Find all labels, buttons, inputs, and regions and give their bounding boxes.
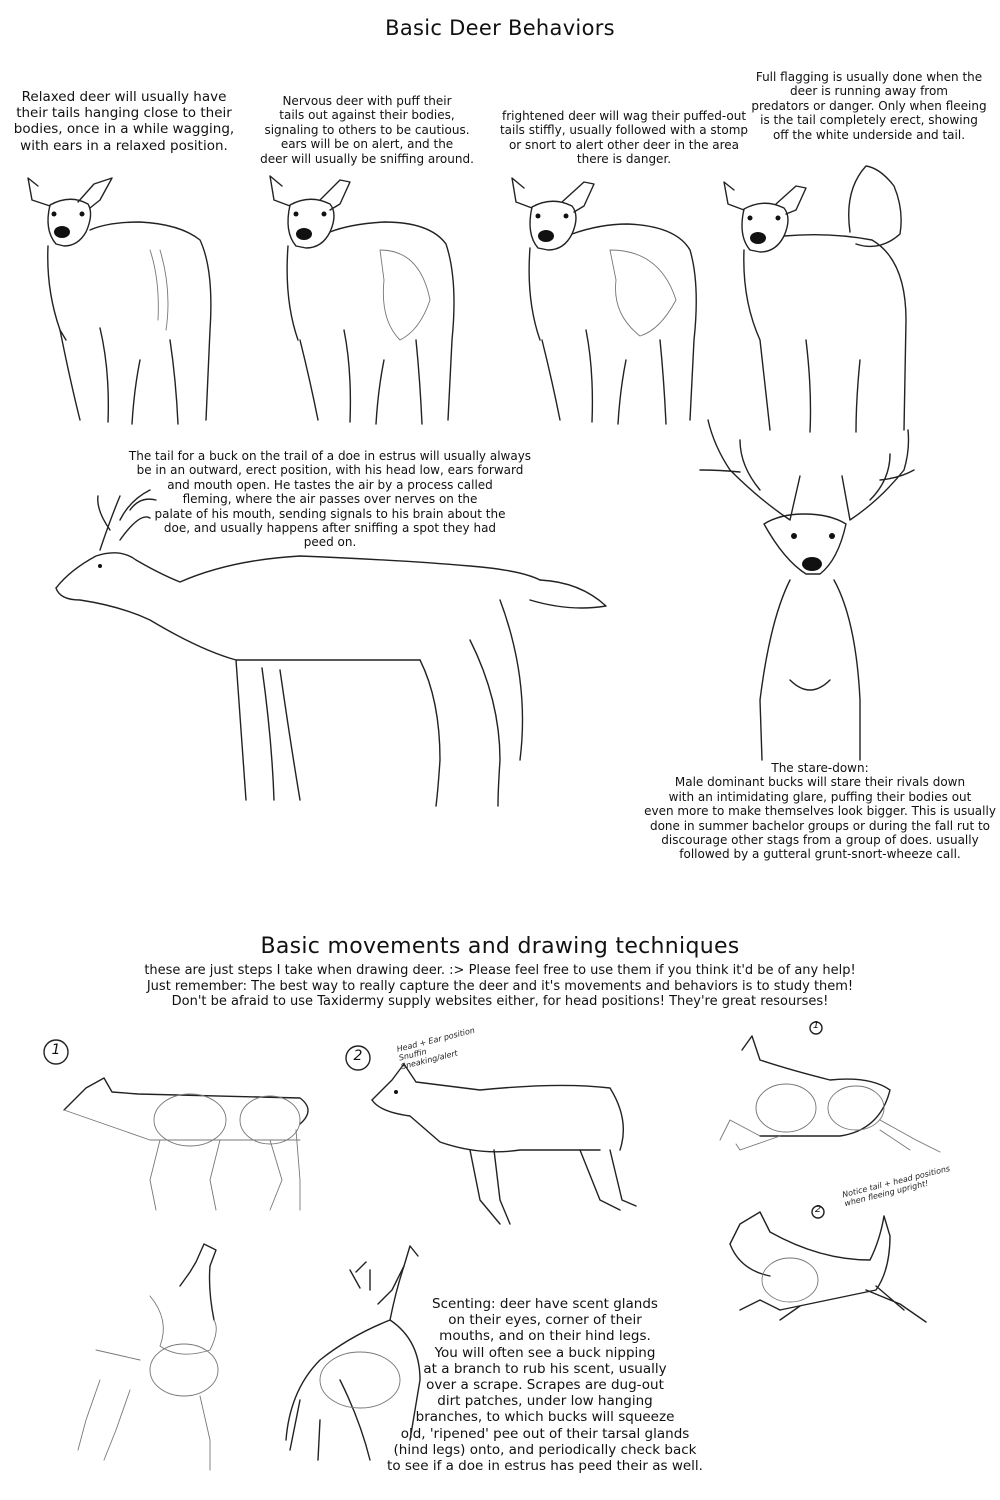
caption-relaxed: Relaxed deer will usually have their tails hanging close to their bodies, once in a while wagging, with ears in a relaxed position.: [13, 89, 235, 154]
caption-nervous: Nervous deer with puff their tails out against their bodies, signaling to others to be cautious. ears will be on alert, and the deer will usually be sniffing around.: [260, 94, 474, 166]
deer-nervous-sketch: [270, 176, 454, 424]
flee-tail-note: Notice tail + head positions when fleeing upright!: [841, 1163, 951, 1208]
deer-walk-step2-sketch: [346, 1046, 636, 1224]
step-2-run-label: 2: [814, 1204, 822, 1215]
caption-scenting: Scenting: deer have scent glands on their eyes, corner of their mouths, and on their hind legs. You will often see a buck nipping at a branch to rub his scent, usually over a scrape. Scrapes are dug-out dirt patches, under low hanging branches, to which bucks will squeeze old, 'ripened' pee out of their tarsal glands (hind legs) onto, and periodically check back to see if a doe in estrus has peed their as well.: [387, 1296, 703, 1474]
deer-flagging-sketch: [724, 166, 906, 432]
section-intro: these are just steps I take when drawing deer. :> Please feel free to use them if you think it'd be of any help! Just remember: The best way to really capture the deer and it's movements and behaviors is to study them! Don't be afraid to use Taxidermy supply websites either, for head positions! They're great resourses!: [144, 963, 856, 1010]
deer-frightened-sketch: [512, 178, 696, 424]
deer-scenting-doe-sketch: [78, 1244, 218, 1470]
caption-frightened: frightened deer will wag their puffed-out tails stiffly, usually followed with a stomp or snort to alert other deer in the area there is danger.: [499, 109, 749, 167]
caption-flagging: Full flagging is usually done when the deer is running away from predators or danger. Only when fleeing is the tail completely erect, showing off the white underside and tail.: [751, 70, 987, 142]
deer-scenting-buck-sketch: [286, 1246, 420, 1460]
caption-stare-down: The stare-down: Male dominant bucks will stare their rivals down with an intimidating glare, puffing their bodies out even more to make themselves look bigger. This is usually done in summer bachelor groups or during the fall rut to discourage other stags from a group of does. usually followed by a gutteral grunt-snort-wheeze call.: [644, 761, 996, 862]
deer-run-step2-sketch: [730, 1206, 926, 1322]
deer-buck-trail-sketch: [56, 490, 606, 806]
step-2-head-note: Head + Ear position Snuffin Sneaking/alert: [395, 1025, 476, 1071]
deer-stare-down-sketch: [700, 420, 914, 760]
page-title: Basic Deer Behaviors: [385, 16, 615, 40]
step-1-walk-label: 1: [51, 1042, 61, 1058]
deer-relaxed-sketch: [28, 178, 211, 424]
caption-buck-trail: The tail for a buck on the trail of a doe in estrus will usually always be in an outward, erect position, with his head low, ears forward and mouth open. He tastes the air by a process called fleming, where the air passes over nerves on the palate of his mouth, sending signals to his brain about the doe, and usually happens after sniffing a spot they had peed on.: [128, 449, 532, 550]
step-2-walk-label: 2: [353, 1048, 363, 1064]
deer-run-step1-sketch: [720, 1022, 940, 1152]
section-title-movements: Basic movements and drawing techniques: [260, 934, 740, 959]
deer-walk-step1-sketch: [44, 1040, 308, 1210]
step-1-run-label: 1: [812, 1020, 820, 1031]
